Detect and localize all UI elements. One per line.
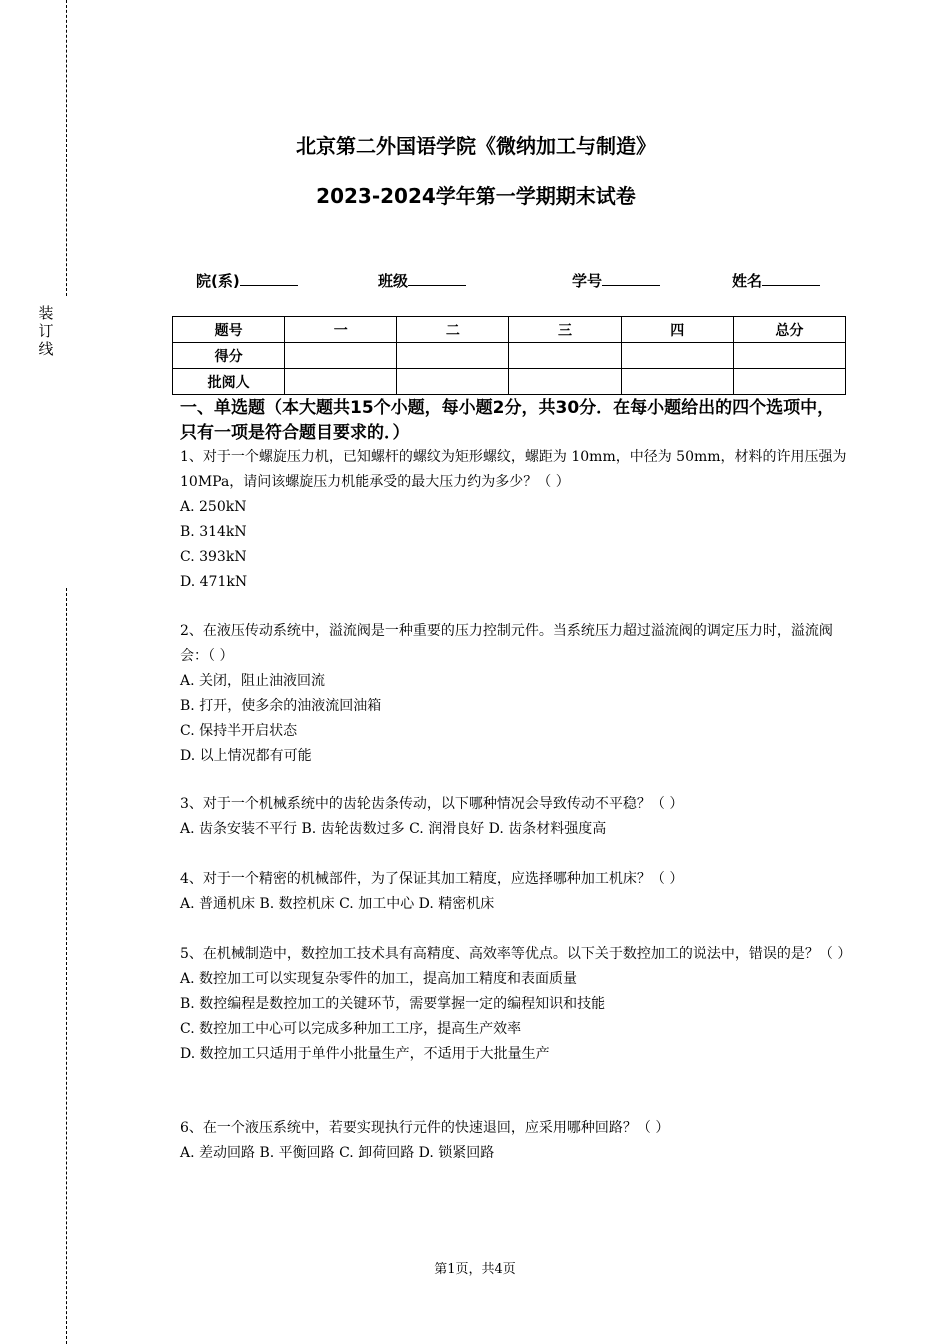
option-d: D. 数控加工只适用于单件小批量生产，不适用于大批量生产 xyxy=(180,1046,550,1062)
exam-title: 北京第二外国语学院《微纳加工与制造》 xyxy=(296,134,656,158)
question-4 xyxy=(180,867,852,917)
grader-blank-cell xyxy=(733,369,845,395)
question-options: A. 普通机床 B. 数控机床 C. 加工中心 D. 精密机床 xyxy=(180,896,495,912)
department-field xyxy=(196,270,298,291)
question-3 xyxy=(180,792,852,842)
option-d: D. 471kN xyxy=(180,574,248,590)
option-c: C. 保持半开启状态 xyxy=(180,723,298,739)
score-table-cell: 四 xyxy=(621,317,733,343)
score-table-cell: 总分 xyxy=(733,317,845,343)
score-blank-cell xyxy=(285,343,397,369)
question-stem: 1、对于一个螺旋压力机，已知螺杆的螺纹为矩形螺纹，螺距为 10mm，中径为 50mm，材料的许用压强为 10MPa，请问该螺旋压力机能承受的最大压力约为多少？（ ） xyxy=(180,449,847,490)
option-a: A. 250kN xyxy=(180,499,247,515)
question-stem: 3、对于一个机械系统中的齿轮齿条传动，以下哪种情况会导致传动不平稳？（ ） xyxy=(180,796,684,812)
department-label: 院(系) xyxy=(196,272,240,290)
grader-row-label: 批阅人 xyxy=(173,369,285,395)
option-b: B. 数控编程是数控加工的关键环节，需要掌握一定的编程知识和技能 xyxy=(180,996,606,1012)
question-6 xyxy=(180,1116,852,1166)
score-blank-cell xyxy=(397,343,509,369)
score-table-score-row xyxy=(173,343,846,369)
grader-blank-cell xyxy=(285,369,397,395)
question-2 xyxy=(180,619,852,769)
binding-label: 装订线 xyxy=(38,304,54,358)
question-1 xyxy=(180,445,852,595)
class-blank xyxy=(408,271,466,286)
option-a: A. 数控加工可以实现复杂零件的加工，提高加工精度和表面质量 xyxy=(180,971,578,987)
score-table xyxy=(172,316,846,395)
score-table-cell: 一 xyxy=(285,317,397,343)
score-row-label: 得分 xyxy=(173,343,285,369)
name-blank xyxy=(762,271,820,286)
score-table-cell: 题号 xyxy=(173,317,285,343)
score-table-grader-row xyxy=(173,369,846,395)
department-blank xyxy=(240,271,298,286)
score-blank-cell xyxy=(733,343,845,369)
option-c: C. 数控加工中心可以完成多种加工工序，提高生产效率 xyxy=(180,1021,522,1037)
student-id-label: 学号 xyxy=(572,272,603,290)
score-blank-cell xyxy=(621,343,733,369)
question-options: A. 差动回路 B. 平衡回路 C. 卸荷回路 D. 锁紧回路 xyxy=(180,1145,495,1161)
class-field xyxy=(378,270,466,291)
class-label: 班级 xyxy=(378,272,409,290)
exam-subtitle: 2023-2024学年第一学期期末试卷 xyxy=(316,184,636,208)
grader-blank-cell xyxy=(509,369,621,395)
grader-blank-cell xyxy=(621,369,733,395)
option-a: A. 关闭，阻止油液回流 xyxy=(180,673,326,689)
question-stem: 4、对于一个精密的机械部件，为了保证其加工精度，应选择哪种加工机床？（ ） xyxy=(180,871,684,887)
score-blank-cell xyxy=(509,343,621,369)
section-heading: 一、单选题（本大题共15个小题，每小题2分，共30分．在每小题给出的四个选项中，只有一项是符合题目要求的．） xyxy=(180,398,835,443)
name-field xyxy=(732,270,820,291)
question-stem: 2、在液压传动系统中，溢流阀是一种重要的压力控制元件。当系统压力超过溢流阀的调定压力时，溢流阀会：（ ） xyxy=(180,623,833,664)
score-table-cell: 二 xyxy=(397,317,509,343)
question-stem: 5、在机械制造中，数控加工技术具有高精度、高效率等优点。以下关于数控加工的说法中，错误的是？（ ） xyxy=(180,946,852,962)
question-stem: 6、在一个液压系统中，若要实现执行元件的快速退回，应采用哪种回路？（ ） xyxy=(180,1120,670,1136)
option-d: D. 以上情况都有可能 xyxy=(180,748,312,764)
page-number: 第1页，共4页 xyxy=(434,1262,516,1277)
question-5 xyxy=(180,942,852,1067)
binding-line-bottom xyxy=(66,588,67,1344)
question-options: A. 齿条安装不平行 B. 齿轮齿数过多 C. 润滑良好 D. 齿条材料强度高 xyxy=(180,821,607,837)
option-c: C. 393kN xyxy=(180,549,247,565)
score-table-header-row xyxy=(173,317,846,343)
score-table-cell: 三 xyxy=(509,317,621,343)
name-label: 姓名 xyxy=(732,272,763,290)
student-id-field xyxy=(572,270,660,291)
student-id-blank xyxy=(602,271,660,286)
grader-blank-cell xyxy=(397,369,509,395)
option-b: B. 打开，使多余的油液流回油箱 xyxy=(180,698,382,714)
option-b: B. 314kN xyxy=(180,524,247,540)
